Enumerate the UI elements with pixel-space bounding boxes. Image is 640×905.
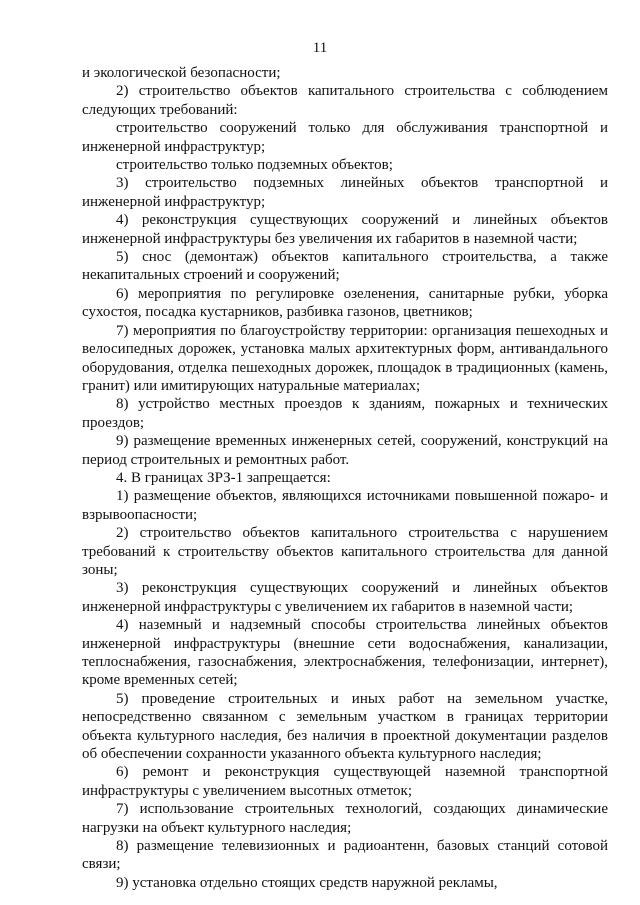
paragraph: 1) размещение объектов, являющихся источниками повышенной пожаро- и взрывоопасности;: [82, 488, 608, 523]
paragraph: 8) размещение телевизионных и радиоантенн, базовых станций сотовой связи;: [82, 838, 608, 873]
paragraph: 4) реконструкция существующих сооружений и линейных объектов инженерной инфраструктуры без увеличения их габаритов в наземной части;: [82, 212, 608, 247]
paragraph: 7) мероприятия по благоустройству территории: организация пешеходных и велосипедных дорожек, установка малых архитектурных форм, антивандального оборудования, отделка пешеходных дорожек, площадок в традиционных (камень, гранит) или имитирующих натуральные материалах;: [82, 322, 608, 394]
paragraph: 6) ремонт и реконструкция существующей наземной транспортной инфраструктуры с увеличением высотных отметок;: [82, 764, 608, 799]
section-heading: 4. В границах ЗРЗ-1 запрещается:: [116, 469, 331, 486]
paragraph: 5) проведение строительных и иных работ на земельном участке, непосредственно связанном с земельным участком в границах территории объекта культурного наследия, без наличия в проектной документации разделов об обеспечении сохранности указанного объекта культурного наследия;: [82, 690, 608, 763]
paragraph: 4) наземный и надземный способы строительства линейных объектов инженерной инфраструктуры (внешние сети водоснабжения, канализации, теплоснабжения, газоснабжения, электроснабжения, телефонизации, интернет), кроме временных сетей;: [82, 617, 608, 689]
paragraph: 2) строительство объектов капитального строительства с нарушением требований к строительству объектов капитального строительства для данной зоны;: [82, 525, 608, 578]
paragraph: 5) снос (демонтаж) объектов капитального строительства, а также некапитальных строений и сооружений;: [82, 249, 608, 284]
document-body: [82, 64, 608, 892]
paragraph: строительство только подземных объектов;: [116, 157, 393, 174]
paragraph: 9) установка отдельно стоящих средств наружной рекламы,: [116, 874, 498, 891]
paragraph: строительство сооружений только для обслуживания транспортной и инженерной инфраструктур;: [82, 120, 608, 155]
paragraph: 2) строительство объектов капитального строительства с соблюдением следующих требований:: [82, 83, 608, 118]
paragraph: 3) строительство подземных линейных объектов транспортной и инженерной инфраструктур;: [82, 175, 608, 210]
page-number: 11: [312, 40, 328, 56]
paragraph: и экологической безопасности;: [82, 65, 281, 81]
paragraph: 8) устройство местных проездов к зданиям, пожарных и технических проездов;: [82, 396, 608, 431]
paragraph: 7) использование строительных технологий, создающих динамические нагрузки на объект культурного наследия;: [82, 801, 608, 836]
paragraph: 6) мероприятия по регулировке озеленения, санитарные рубки, уборка сухостоя, посадка кустарников, разбивка газонов, цветников;: [82, 285, 608, 321]
paragraph: 9) размещение временных инженерных сетей, сооружений, конструкций на период строительных и ремонтных работ.: [82, 433, 608, 468]
paragraph: 3) реконструкция существующих сооружений и линейных объектов инженерной инфраструктуры с увеличением их габаритов в наземной части;: [82, 580, 608, 615]
